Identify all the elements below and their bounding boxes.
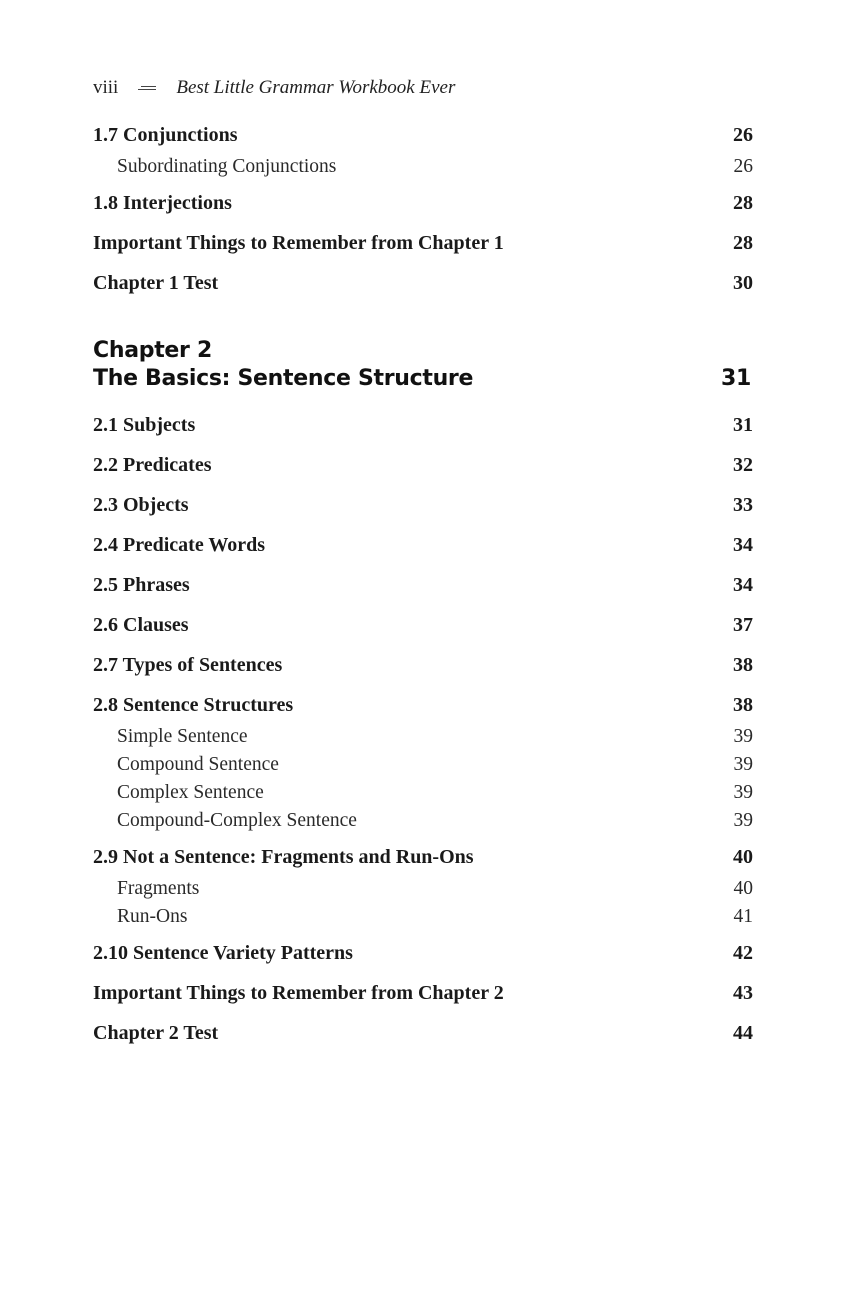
toc-entry[interactable]: [93, 494, 753, 517]
toc-subentry[interactable]: [93, 906, 753, 928]
toc-entry-page: 38: [733, 654, 753, 676]
toc-entry-label: Chapter 1 Test: [93, 272, 219, 294]
toc-entry-page: 43: [733, 982, 753, 1004]
toc-entry[interactable]: [93, 846, 753, 869]
toc-entry-page: 28: [733, 232, 753, 254]
toc-subentry[interactable]: [93, 754, 753, 776]
toc-entry-label: Chapter 2 Test: [93, 1022, 219, 1044]
toc-subentry-page: 26: [733, 156, 753, 177]
toc-entry-label: 2.4 Predicate Words: [93, 534, 266, 556]
toc-entry-label: 2.10 Sentence Variety Patterns: [93, 942, 353, 964]
toc-entry-label: 2.3 Objects: [93, 494, 189, 516]
toc-entry[interactable]: [93, 124, 753, 147]
toc-entry-label: 1.7 Conjunctions: [93, 124, 238, 146]
chapter-heading[interactable]: [93, 337, 753, 393]
toc-entry-label: Important Things to Remember from Chapter 2: [93, 982, 504, 1004]
ornament-icon: [138, 85, 156, 91]
toc-entry[interactable]: [93, 942, 753, 965]
toc-entry[interactable]: [93, 982, 753, 1005]
toc-subentry[interactable]: [93, 156, 753, 178]
toc-entry-label: 2.8 Sentence Structures: [93, 694, 294, 716]
toc-subentry[interactable]: [93, 726, 753, 748]
toc-subentry-label: Complex Sentence: [117, 782, 264, 803]
toc-subentry-label: Subordinating Conjunctions: [117, 156, 337, 177]
toc-entry-label: 1.8 Interjections: [93, 192, 232, 214]
toc-subentry-page: 40: [733, 878, 753, 899]
toc-entry-page: 40: [733, 846, 753, 868]
toc-entry-page: 34: [733, 534, 753, 556]
toc-entry[interactable]: [93, 1022, 753, 1045]
toc-entry[interactable]: [93, 614, 753, 637]
toc-entry-label: 2.6 Clauses: [93, 614, 189, 636]
toc-entry-page: 37: [733, 614, 753, 636]
toc-entry[interactable]: [93, 454, 753, 477]
toc-subentry[interactable]: [93, 782, 753, 804]
running-head: [93, 76, 455, 100]
toc-subentry-label: Fragments: [117, 878, 200, 899]
toc-entry-page: 26: [733, 124, 753, 146]
toc-subentry-label: Compound-Complex Sentence: [117, 810, 357, 831]
toc-subentry-page: 39: [733, 754, 753, 775]
toc-subentry-label: Compound Sentence: [117, 754, 279, 775]
toc-subentry[interactable]: [93, 810, 753, 832]
toc-subentry[interactable]: [93, 878, 753, 900]
chapter-page: 31: [720, 366, 751, 391]
chapter-number: Chapter 2: [93, 338, 212, 363]
toc-subentry-page: 39: [733, 810, 753, 831]
toc-entry-page: 32: [733, 454, 753, 476]
toc-entry-label: 2.7 Types of Sentences: [93, 654, 283, 676]
toc-subentry-label: Simple Sentence: [117, 726, 248, 747]
toc-entry[interactable]: [93, 192, 753, 215]
toc-entry-page: 44: [733, 1022, 753, 1044]
toc-entry[interactable]: [93, 232, 753, 255]
toc-entry[interactable]: [93, 694, 753, 717]
toc-subentry-page: 41: [733, 906, 753, 927]
toc-entry-label: Important Things to Remember from Chapter 1: [93, 232, 504, 254]
toc-entry-label: 2.1 Subjects: [93, 414, 196, 436]
toc-entry-page: 30: [733, 272, 753, 294]
toc-entry-label: 2.2 Predicates: [93, 454, 212, 476]
toc-entry[interactable]: [93, 574, 753, 597]
toc-entry-page: 42: [733, 942, 753, 964]
toc-entry-page: 34: [733, 574, 753, 596]
toc-entry[interactable]: [93, 414, 753, 437]
book-title: Best Little Grammar Workbook Ever: [176, 77, 456, 98]
toc-entry-label: 2.5 Phrases: [93, 574, 190, 596]
page-folio: viii: [93, 77, 119, 98]
toc-subentry-page: 39: [733, 726, 753, 747]
toc-subentry-page: 39: [733, 782, 753, 803]
toc-entry-page: 33: [733, 494, 753, 516]
toc-subentry-label: Run-Ons: [117, 906, 188, 927]
toc-entry[interactable]: [93, 272, 753, 295]
toc-entry[interactable]: [93, 534, 753, 557]
toc-entry-label: 2.9 Not a Sentence: Fragments and Run-Ons: [93, 846, 474, 868]
toc-entry[interactable]: [93, 654, 753, 677]
toc-entry-page: 38: [733, 694, 753, 716]
chapter-title: The Basics: Sentence Structure: [93, 366, 474, 391]
toc-entry-page: 28: [733, 192, 753, 214]
toc-entry-page: 31: [733, 414, 753, 436]
